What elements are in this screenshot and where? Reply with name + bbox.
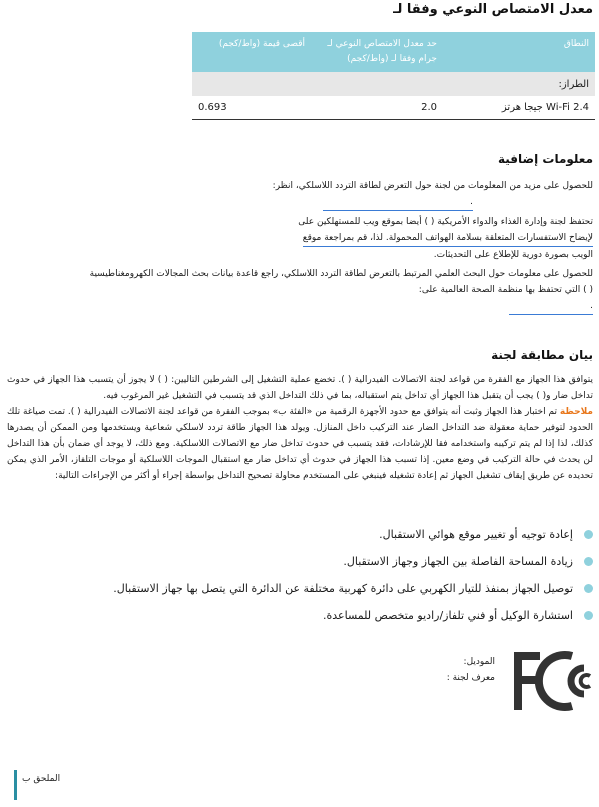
list-item bbox=[7, 609, 593, 623]
fcc-measures-list bbox=[7, 528, 593, 636]
fcc-title: بيان مطابقة لجنة bbox=[491, 348, 593, 362]
more-info-title: معلومات إضافية bbox=[497, 152, 593, 166]
bullet-icon bbox=[584, 584, 593, 593]
more-info-p2-line1: تحتفظ لجنة وإدارة الغذاء والدواء الأمريكية ( ) أيضا بموقع ويب للمستهلكين على bbox=[298, 217, 593, 227]
fcc-note-label: ملاحظة bbox=[559, 407, 593, 417]
list-item-text: إعادة توجيه أو تغيير موقع هوائي الاستقبال. bbox=[379, 528, 573, 541]
more-info-paragraph-1 bbox=[7, 178, 593, 211]
fcc-device-info bbox=[447, 654, 495, 686]
fcc-model-label: الموديل: bbox=[463, 657, 495, 667]
sar-model-label: الطراز: bbox=[192, 72, 595, 96]
list-item-text: استشارة الوكيل أو فني تلفاز/راديو متخصص للمساعدة. bbox=[323, 609, 573, 622]
table-row bbox=[192, 96, 595, 120]
list-item-text: زيادة المساحة الفاصلة بين الجهاز وجهاز الاستقبال. bbox=[343, 555, 573, 568]
more-info-p2-line3: الويب بصورة دورية للإطلاع على التحديثات. bbox=[433, 250, 593, 260]
more-info-paragraph-3 bbox=[1, 266, 593, 315]
list-item bbox=[7, 555, 593, 569]
sar-header-band: النطاق bbox=[443, 32, 595, 72]
more-info-p1-text: للحصول على مزيد من المعلومات من لجنة حول التعرض لطاقة التردد اللاسلكي، انظر: bbox=[272, 181, 593, 191]
list-item-text: توصيل الجهاز بمنفذ للتيار الكهربي على دائرة كهربية مختلفة عن الدائرة التي يتصل بها جهاز الاستقبال. bbox=[113, 582, 573, 595]
sar-header-row bbox=[192, 32, 595, 72]
more-info-p2-link[interactable]: لإيضاح الاستفسارات المتعلقة بسلامة الهواتف المحمولة. لذا، قم بمراجعة موقع bbox=[303, 230, 593, 247]
sar-model-row bbox=[192, 72, 595, 96]
fcc-id-label: معرف لجنة : bbox=[446, 673, 495, 683]
footer-appendix-label: الملحق ب bbox=[22, 774, 61, 784]
more-info-p3-line1: للحصول على معلومات حول البحث العلمي المرتبط بالتعرض لطاقة التردد اللاسلكي، راجع قاعدة بيانات بحث المجالات الكهرومغناطيسية bbox=[89, 269, 593, 279]
more-info-p3-link[interactable]: . bbox=[509, 298, 593, 315]
sar-header-limit: حد معدل الامتصاص النوعي لـ جرام وفقا لـ (واط/كجم) bbox=[311, 32, 443, 72]
fcc-paragraph-1: يتوافق هذا الجهاز مع الفقرة من قواعد لجنة الاتصالات الفيدرالية ( ). تخضع عملية التشغيل إلى الشرطين التاليين: ( ) لا يجوز أن يتسبب هذا الجهاز في حدوث تداخل ضار و( ) يجب أن يتقبل هذا الجهاز أي تداخل يتم استقباله، بما في ذلك التداخل الذي قد يتسبب في التشغيل غير المرغوب فيه. bbox=[7, 375, 593, 401]
footer-accent-bar bbox=[14, 770, 17, 800]
sar-title: معدل الامتصاص النوعي وفقا لـ bbox=[393, 2, 593, 17]
fcc-statement bbox=[7, 372, 593, 484]
fcc-note-text: تم اختبار هذا الجهاز وثبت أنه يتوافق مع حدود الأجهزة الرقمية من «الفئة ب» بموجب الفقرة من قواعد لجنة الاتصالات الفيدرالية ( ). تمت صياغة تلك الحدود لتوفير حماية معقولة ضد التداخل الضار عند التركيب داخل المنازل. ويولد هذا الجهاز طاقة تردد لاسلكي شعاعية ويستخدمها ومن الممكن أن يصدرها كذلك، لذا إذا لم يتم تركيبه واستخدامه فقا للإرشادات، فقد يتسبب في حدوث تداخل ضار مع الاتصالات اللاسلكية. ومع ذلك، لا يوجد أي ضمان بأن هذا التداخل لن يحدث في حالة التركيب في وضع معين. إذا تسبب هذا الجهاز في حدوث أي تداخل ضار مع استقبال الموجات اللاسلكية أو موجات التلفاز، الأمر الذي يمكن تحديده عن طريق إيقاف تشغيل الجهاز ثم إعادة تشغيله فينبغي على المستخدم محاولة تصحيح التداخل بواسطة إجراء أو أكثر من الإجراءات التالية: bbox=[7, 407, 593, 481]
more-info-p1-link[interactable]: . bbox=[323, 194, 473, 211]
more-info-p3-line2: ( ) التي تحتفظ بها منظمة الصحة العالمية على: bbox=[418, 285, 593, 295]
bullet-icon bbox=[584, 530, 593, 539]
fcc-logo-icon bbox=[510, 648, 594, 714]
sar-header-max: أقصى قيمة (واط/كجم) bbox=[192, 32, 311, 72]
list-item bbox=[7, 528, 593, 542]
sar-max-cell: 0.693 bbox=[192, 96, 311, 120]
bullet-icon bbox=[584, 557, 593, 566]
sar-limit-cell: 2.0 bbox=[311, 96, 443, 120]
sar-table bbox=[192, 32, 595, 120]
fcc-note bbox=[7, 404, 593, 484]
sar-band-cell: Wi-Fi 2.4 جيجا هرتز bbox=[443, 96, 595, 120]
more-info-paragraph-2 bbox=[1, 214, 593, 263]
bullet-icon bbox=[584, 611, 593, 620]
list-item bbox=[7, 582, 593, 596]
